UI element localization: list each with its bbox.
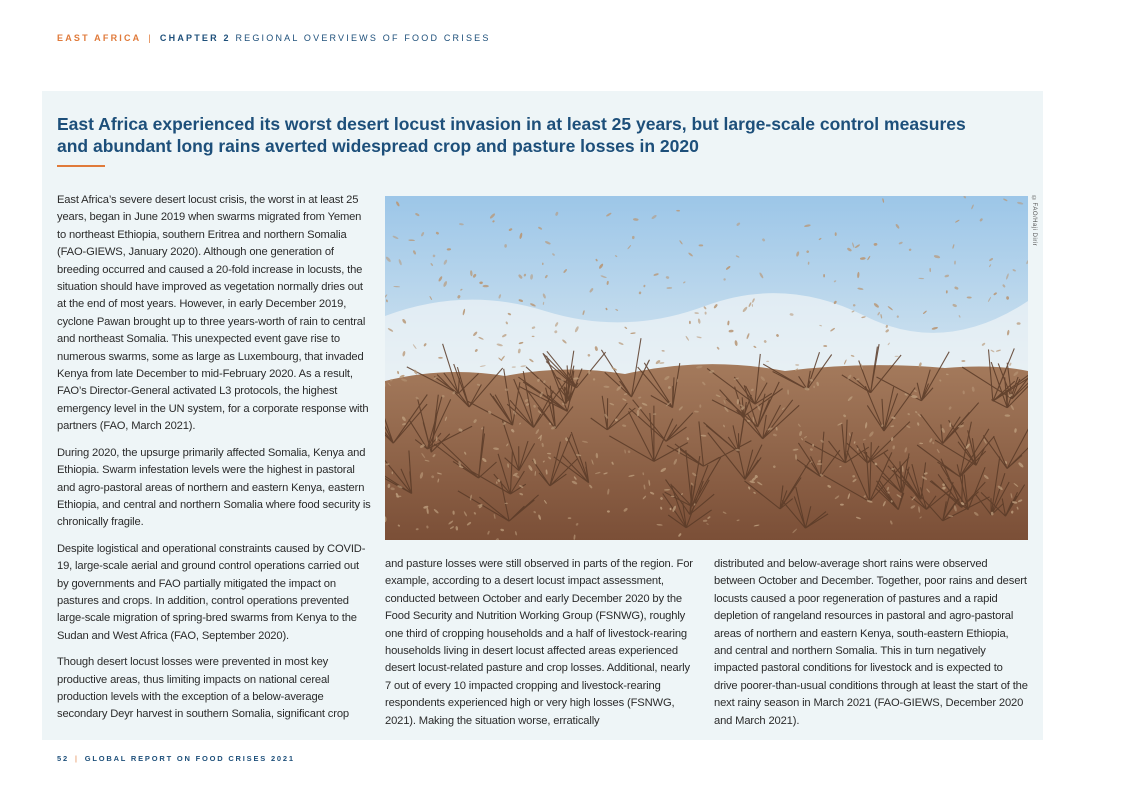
header-section: REGIONAL OVERVIEWS OF FOOD CRISES xyxy=(235,33,491,43)
locust-mark xyxy=(840,504,844,506)
locust-mark xyxy=(483,285,489,287)
paragraph: distributed and below-average short rains were observed between October and December. Together, poor rains and desert locusts caused a poor regeneration of pastures and a rapid depletion of rangeland resources in pastoral and agro-pastoral areas of northern and eastern Kenya, south-eastern Ethiopia, and central and northern Somalia. This in turn negatively impacted pastoral conditions for livestock and is expected to drive poorer-than-usual conditions through at least the start of the next rainy season in March 2021 (FAO-GIEWS, December 2020 and March 2021). xyxy=(714,558,1028,727)
paragraph: Despite logistical and operational constraints caused by COVID-19, large-scale aerial and ground control operations carried out by governments and FAO partially mitigated the impact on pastures and crops. In addition, control operations prevented large-scale migration of spring-bred swarms from Kenya to the Sudan and West Africa (FAO, September 2020). xyxy=(57,542,366,642)
running-header xyxy=(57,33,491,43)
paragraph: East Africa’s severe desert locust crisis, the worst in at least 25 years, began in June 2019 when swarms migrated from Yemen to northeast Ethiopia, southern Eritrea and northern Somalia (FAO-GIEWS, January 2020). Although one generation of breeding occurred and caused a 20-fold increase in locusts, the situation should have improved as vegetation normally dries out at the end of most years. However, in early December 2019, cyclone Pawan brought up to three years-worth of rain to central and northeast Somalia. This unexpected event gave rise to numerous swarms, some as large as Luxembourg, that invaded Kenya from late December to mid-February 2020. As a result, FAO’s Director-General activated L3 protocols, the highest emergency level in the UN system, for a corporate response with partners (FAO, March 2021). xyxy=(57,194,369,433)
paragraph: During 2020, the upsurge primarily affected Somalia, Kenya and Ethiopia. Swarm infestation levels were the highest in pastoral and agro-pastoral areas of northern and eastern Kenya, eastern Ethiopia, and central and northern Somalia where food security is chronically fragile. xyxy=(57,446,371,529)
page-number: 52 xyxy=(57,754,69,763)
text-column-1 xyxy=(57,192,373,733)
locust-mark xyxy=(835,232,837,236)
locust-swarm-photo xyxy=(385,196,1028,540)
header-region: EAST AFRICA xyxy=(57,33,142,43)
headline-underline xyxy=(57,165,105,167)
photo-credit: ©FAO/Haji Dirir xyxy=(1031,196,1037,247)
running-footer xyxy=(57,754,295,763)
paragraph: Though desert locust losses were prevented in most key productive areas, thus limiting impacts on national cereal production levels with the exception of a below-average secondary Deyr harvest in southern Somalia, significant crop xyxy=(57,656,349,721)
locust-mark xyxy=(532,336,535,337)
paragraph: and pasture losses were still observed in parts of the region. For example, according to a desert locust impact assessment, conducted between October and early December 2020 by the Food Security and Nutrition Working Group (FSNWG), roughly one third of cropping households and a half of livestock-rearing households living in desert locust affected areas experienced desert locust-related pasture and crop losses. Additional, nearly 7 out of every 10 impacted cropping and livestock-rearing respondents experienced high or very high losses (FSNWG, 2021). Making the situation worse, erratically xyxy=(385,558,693,727)
footer-title: GLOBAL REPORT ON FOOD CRISES 2021 xyxy=(84,754,295,763)
text-column-3 xyxy=(714,556,1028,739)
header-chapter: CHAPTER 2 xyxy=(159,33,231,43)
header-separator: | xyxy=(148,33,153,43)
text-column-2 xyxy=(385,556,697,739)
page-headline: East Africa experienced its worst desert locust invasion in at least 25 years, but large-scale control measures and abundant long rains averted widespread crop and pasture losses in 2020 xyxy=(57,114,966,156)
footer-separator: | xyxy=(74,754,79,763)
locust-mark xyxy=(1017,322,1021,325)
locust-mark xyxy=(823,274,825,277)
